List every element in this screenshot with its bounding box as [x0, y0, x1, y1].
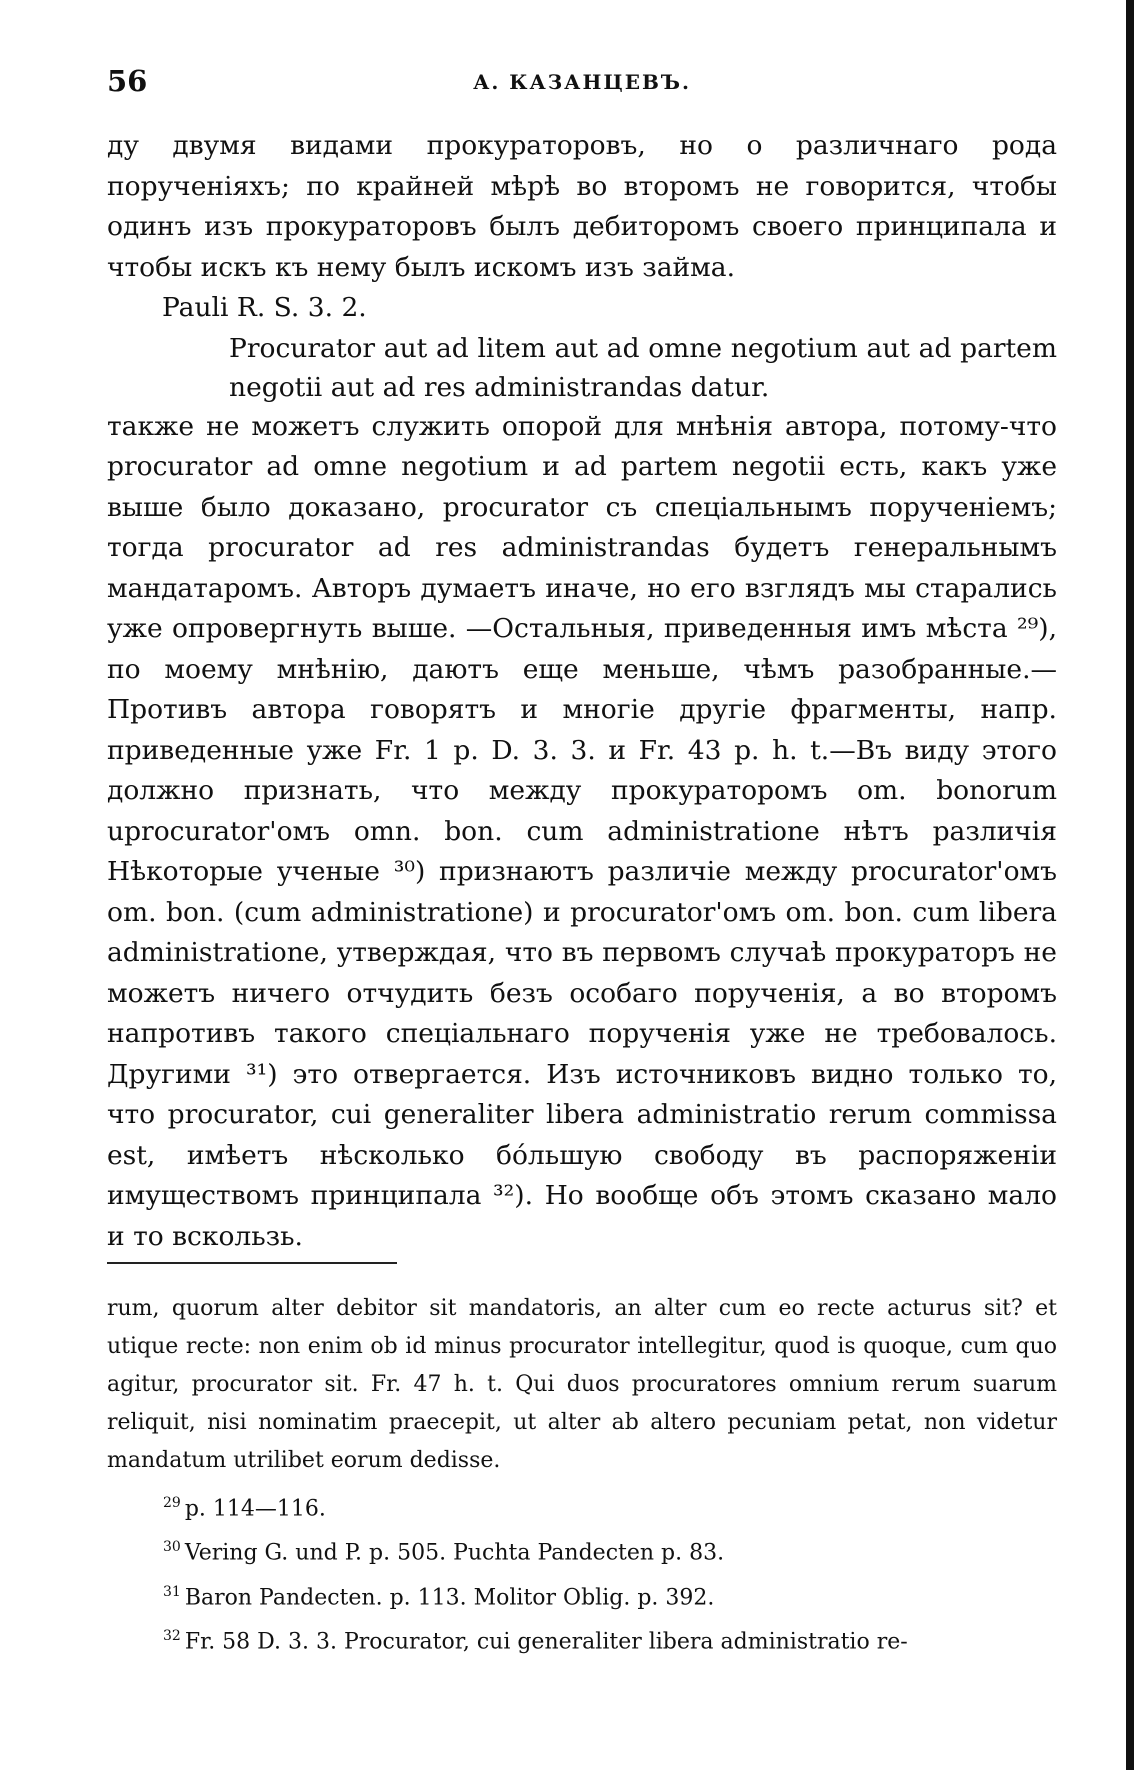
footnote-item — [163, 1573, 1057, 1617]
footnote-item — [163, 1528, 1057, 1572]
footnote-separator — [107, 1262, 397, 1264]
footnote-text: Vering G. und P. p. 505. Puchta Pandecten p. 83. — [184, 1540, 725, 1566]
latin-quote: Procurator aut ad litem aut ad omne negotium aut ad partem negotii aut ad res administrandas datur. — [229, 332, 1057, 403]
source-citation: Pauli R. S. 3. 2. — [162, 292, 367, 323]
footnote-text: Fr. 58 D. 3. 3. Procurator, cui generaliter libera administratio re- — [184, 1629, 908, 1655]
paragraph-continuation: ду двумя видами прокураторовъ, но о различнаго рода порученіяхъ; по крайней мѣрѣ во второмъ не говорится, чтобы одинъ изъ прокураторовъ былъ дебиторомъ своего принципала и чтобы искъ къ нему былъ искомъ изъ займа. — [107, 130, 1057, 283]
page-edge-shadow — [1126, 0, 1134, 1770]
page-number: 56 — [107, 64, 148, 98]
footnote-number: 30 — [163, 1539, 181, 1556]
footnote-item — [163, 1484, 1057, 1528]
footnote-number: 32 — [163, 1627, 181, 1644]
footnote-item — [163, 1617, 1057, 1661]
footnote-text: p. 114—116. — [184, 1496, 326, 1522]
page-header — [107, 64, 1057, 104]
footnotes — [107, 1290, 1057, 1661]
footnote-text: Baron Pandecten. p. 113. Molitor Oblig. p. 392. — [184, 1584, 715, 1610]
paragraph-main: также не можетъ служить опорой для мнѣнія автора, потому-что procurator ad omne negotium и ad partem negotii есть, какъ уже выше было доказано, procurator съ спеціальнымъ порученіемъ; тогда procurator ad res administrandas будетъ генеральнымъ мандатаромъ. Авторъ думаетъ иначе, но его взглядъ мы старались уже опровергнуть выше. —Остальныя, приведенныя имъ мѣста ²⁹), по моему мнѣнію, даютъ еще меньше, чѣмъ разобранные.—Противъ автора говорятъ и многіе другіе фрагменты, напр. приведенные уже Fr. 1 p. D. 3. 3. и Fr. 43 p. h. t.—Въ виду этого должно признать, что между прокураторомъ om. bonorum uprocurator'омъ omn. bon. cum administratione нѣтъ различія Нѣкоторые ученые ³⁰) признаютъ различіе между procurator'омъ om. bon. (cum administratione) и procurator'омъ om. bon. cum libera administratione, утверждая, что въ первомъ случаѣ прокураторъ не можетъ ничего отчудить безъ особаго порученія, а во второмъ напротивъ такого спеціальнаго порученія уже не требовалось. Другими ³¹) это отвергается. Изъ источниковъ видно только то, что procurator, cui generaliter libera administratio rerum commissa est, имѣетъ нѣсколько бо́льшую свободу въ распоряженіи имуществомъ принципала ³²). Но вообще объ этомъ сказано мало и то вскользь. — [107, 410, 1057, 1252]
footnote-number: 29 — [163, 1495, 181, 1511]
footnote-continuation: rum, quorum alter debitor sit mandatoris, an alter cum eo recte acturus sit? et utique recte: non enim ob id minus procurator intellegitur, quod is quoque, cum quo agitur, procurator sit. Fr. 47 h. t. Qui duos procuratores omnium rerum suarum reliquit, nisi nominatim praecepit, ut alter ab altero pecuniam petat, non videtur mandatum utrilibet eorum dedisse. — [107, 1296, 1057, 1473]
footnote-list — [107, 1484, 1057, 1661]
footnote-number: 31 — [163, 1583, 181, 1600]
running-head: А. КАЗАНЦЕВЪ. — [473, 70, 691, 94]
main-text — [107, 126, 1057, 1257]
